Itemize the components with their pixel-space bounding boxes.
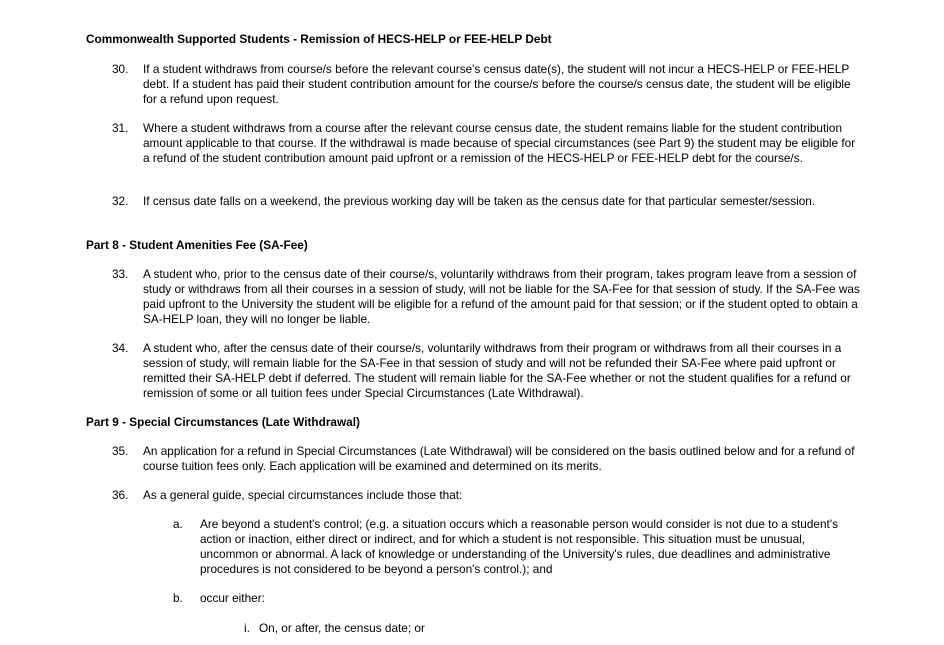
section-heading-part-8: Part 8 - Student Amenities Fee (SA-Fee) <box>86 238 308 252</box>
section-heading-part-9: Part 9 - Special Circumstances (Late Withdrawal) <box>86 415 360 429</box>
subclause-text: occur either: <box>200 591 265 605</box>
clause-text: An application for a refund in Special Circumstances (Late Withdrawal) will be considered on the basis outlined below and for a refund of course tuition fees only. Each application will be examined and determined on its merits. <box>143 444 855 473</box>
clause-number: 36. <box>112 488 129 502</box>
clause-text: If a student withdraws from course/s before the relevant course's census date(s), the student will not incur a HECS-HELP or FEE-HELP debt. If a student has paid their student contribution amount for the course/s before the course/s census date, the student will be eligible for a refund upon request. <box>143 62 851 106</box>
clause-number: 33. <box>112 267 129 281</box>
subclause-text: Are beyond a student's control; (e.g. a situation occurs which a reasonable person would consider is not due to a student's action or inaction, either direct or indirect, and for which a student is not responsible. This situation must be unusual, uncommon or abnormal. A lack of knowledge or understanding of the University's rules, due deadlines and administrative procedures is not considered to be beyond a person's control.); and <box>200 517 838 576</box>
section-heading-commonwealth: Commonwealth Supported Students - Remission of HECS-HELP or FEE-HELP Debt <box>86 32 552 46</box>
clause-number: 31. <box>112 121 129 135</box>
clause-number: 32. <box>112 194 129 208</box>
subsubclause-numeral: i. <box>244 621 250 635</box>
clause-text: A student who, after the census date of their course/s, voluntarily withdraws from their program or withdraws from all their courses in a session of study, will remain liable for the SA-Fee in that session of study and will not be refunded their SA-Fee where paid upfront or remitted their SA-HELP debt if deferred. The student will remain liable for the SA-Fee whether or not the student qualifies for a refund or remission of some or all tuition fees under Special Circumstances (Late Withdrawal). <box>143 341 851 400</box>
clause-text: Where a student withdraws from a course after the relevant course census date, the student remains liable for the student contribution amount applicable to that course. If the withdrawal is made because of special circumstances (see Part 9) the student may be eligible for a refund of the student contribution amount paid upfront or a remission of the HECS-HELP or FEE-HELP debt for the course/s. <box>143 121 856 165</box>
subsubclause-text: On, or after, the census date; or <box>259 621 425 635</box>
clause-number: 35. <box>112 444 129 458</box>
clause-text: As a general guide, special circumstances include those that: <box>143 488 463 502</box>
subclause-letter: b. <box>173 591 183 605</box>
subclause-letter: a. <box>173 517 183 531</box>
clause-number: 34. <box>112 341 129 355</box>
clause-number: 30. <box>112 62 129 76</box>
clause-text: A student who, prior to the census date of their course/s, voluntarily withdraws from their program, takes program leave from a session of study or withdraws from all their courses in a session of study, will not be liable for the SA-Fee for that session of study. If the SA-Fee was paid upfront to the University the student will be eligible for a refund of the amount paid for that session; or if the student opted to obtain a SA-HELP loan, they will no longer be liable. <box>143 267 860 326</box>
clause-text: If census date falls on a weekend, the previous working day will be taken as the census date for that particular semester/session. <box>143 194 816 208</box>
